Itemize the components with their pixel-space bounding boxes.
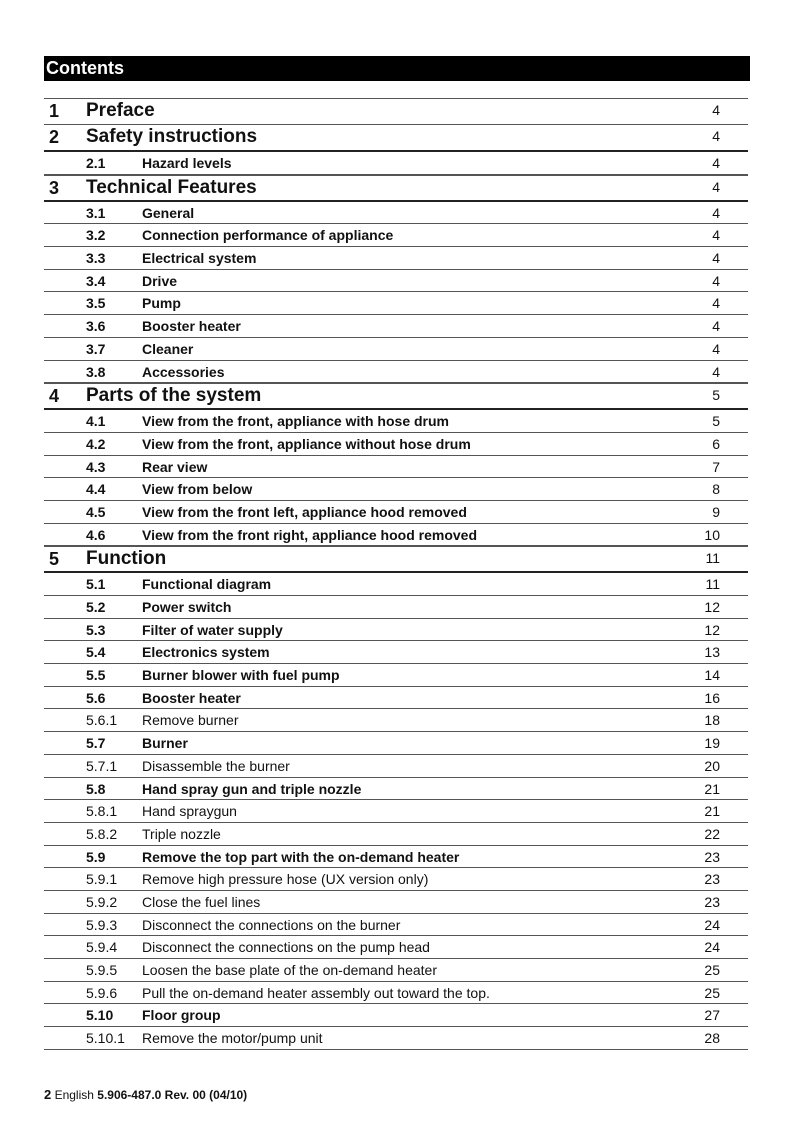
toc-number: 5.9.3 bbox=[86, 916, 118, 933]
toc-title: Pull the on-demand heater assembly out toward the top. bbox=[142, 984, 490, 1001]
toc-section-row[interactable] bbox=[44, 315, 748, 338]
toc-page-number: 11 bbox=[705, 550, 720, 567]
toc-page-number: 25 bbox=[704, 984, 720, 1001]
toc-title: General bbox=[142, 204, 195, 221]
toc-number: 5 bbox=[49, 549, 60, 570]
toc-number: 2.1 bbox=[86, 155, 106, 171]
toc-page-number: 12 bbox=[704, 621, 720, 638]
toc-number: 4.1 bbox=[86, 413, 106, 430]
toc-page-number: 5 bbox=[712, 387, 720, 404]
toc-page-number: 22 bbox=[704, 825, 720, 842]
toc-section-row[interactable] bbox=[44, 755, 748, 778]
toc-chapter-row[interactable] bbox=[44, 175, 748, 202]
toc-section-row[interactable] bbox=[44, 501, 748, 524]
toc-number: 5.9 bbox=[86, 848, 106, 865]
toc-page-number: 21 bbox=[704, 780, 720, 797]
toc-section-row[interactable] bbox=[44, 687, 748, 710]
toc-chapter-row[interactable] bbox=[44, 98, 748, 125]
toc-page-number: 8 bbox=[712, 481, 720, 498]
toc-number: 3.2 bbox=[86, 227, 106, 244]
toc-page-number: 16 bbox=[704, 689, 720, 706]
toc-page-number: 7 bbox=[712, 458, 720, 475]
toc-section-row[interactable] bbox=[44, 959, 748, 982]
toc-page-number: 4 bbox=[712, 128, 720, 144]
toc-section-row[interactable] bbox=[44, 456, 748, 479]
toc-page-number: 9 bbox=[712, 503, 720, 520]
toc-chapter-row[interactable] bbox=[44, 546, 748, 573]
toc-title: Close the fuel lines bbox=[142, 893, 261, 910]
toc-section-row[interactable] bbox=[44, 338, 748, 361]
toc-number: 3.5 bbox=[86, 295, 106, 312]
toc-page-number: 24 bbox=[704, 939, 720, 956]
footer-language: English bbox=[54, 1088, 94, 1102]
toc-number: 5.9.2 bbox=[86, 893, 118, 910]
toc-number: 3 bbox=[49, 177, 60, 198]
toc-section-row[interactable] bbox=[44, 292, 748, 315]
toc-title: View from the front, appliance with hose drum bbox=[142, 413, 450, 430]
toc-section-row[interactable] bbox=[44, 914, 748, 937]
toc-page-number: 28 bbox=[704, 1030, 720, 1047]
toc-section-row[interactable] bbox=[44, 982, 748, 1005]
toc-number: 5.5 bbox=[86, 667, 106, 684]
toc-page-number: 4 bbox=[712, 204, 720, 221]
toc-section-row[interactable] bbox=[44, 152, 748, 175]
toc-title: View from below bbox=[142, 481, 253, 498]
toc-number: 5.9.4 bbox=[86, 939, 118, 956]
toc-section-row[interactable] bbox=[44, 224, 748, 247]
toc-number: 5.9.1 bbox=[86, 871, 118, 888]
toc-section-row[interactable] bbox=[44, 800, 748, 823]
toc-number: 5.10 bbox=[86, 1007, 114, 1024]
contents-title: Contents bbox=[46, 58, 124, 78]
toc-page-number: 4 bbox=[712, 155, 720, 171]
toc-section-row[interactable] bbox=[44, 247, 748, 270]
toc-title: Accessories bbox=[142, 363, 225, 380]
toc-title: Booster heater bbox=[142, 318, 241, 335]
toc-number: 5.10.1 bbox=[86, 1030, 125, 1047]
page-footer bbox=[44, 1087, 247, 1102]
toc-title: Floor group bbox=[142, 1007, 221, 1024]
toc-title: View from the front, appliance without hose drum bbox=[142, 435, 471, 452]
toc-section-row[interactable] bbox=[44, 478, 748, 501]
toc-title: Drive bbox=[142, 272, 178, 289]
toc-section-row[interactable] bbox=[44, 823, 748, 846]
toc-number: 4.6 bbox=[86, 526, 106, 543]
toc-number: 3.8 bbox=[86, 363, 106, 380]
toc-page-number: 18 bbox=[704, 712, 720, 729]
toc-title: Power switch bbox=[142, 599, 232, 615]
toc-number: 5.1 bbox=[86, 576, 106, 593]
toc-title: Electrical system bbox=[142, 250, 257, 267]
toc-page-number: 4 bbox=[712, 227, 720, 244]
toc-page-number: 23 bbox=[704, 893, 720, 910]
toc-number: 3.4 bbox=[86, 272, 106, 289]
toc-title: Electronics system bbox=[142, 644, 270, 661]
toc-page-number: 23 bbox=[704, 871, 720, 888]
toc-page-number: 4 bbox=[712, 363, 720, 380]
toc-page-number: 5 bbox=[712, 413, 720, 430]
toc-section-row[interactable] bbox=[44, 664, 748, 687]
toc-title: Remove burner bbox=[142, 712, 239, 729]
toc-number: 5.3 bbox=[86, 621, 106, 638]
toc-title: Disconnect the connections on the pump head bbox=[142, 939, 430, 956]
toc-section-row[interactable] bbox=[44, 270, 748, 293]
toc-number: 5.7.1 bbox=[86, 757, 118, 774]
toc-title: Remove high pressure hose (UX version only) bbox=[142, 871, 429, 888]
toc-number: 4.3 bbox=[86, 458, 106, 475]
toc-page-number: 20 bbox=[704, 757, 720, 774]
toc-page-number: 25 bbox=[704, 962, 720, 978]
toc-title: Safety instructions bbox=[86, 126, 258, 147]
toc-page-number: 6 bbox=[712, 435, 720, 452]
footer-page-number: 2 bbox=[44, 1087, 52, 1102]
toc-page-number: 4 bbox=[712, 178, 720, 195]
toc-title: Remove the motor/pump unit bbox=[142, 1030, 323, 1047]
toc-section-row[interactable] bbox=[44, 573, 748, 596]
toc-section-row[interactable] bbox=[44, 1027, 748, 1050]
toc-number: 3.6 bbox=[86, 318, 106, 335]
toc-title: Burner blower with fuel pump bbox=[142, 667, 340, 684]
toc-title: Remove the top part with the on-demand heater bbox=[142, 848, 460, 865]
toc-number: 3.1 bbox=[86, 204, 106, 221]
toc-page-number: 4 bbox=[712, 340, 720, 357]
toc-title: Burner bbox=[142, 735, 188, 752]
toc-title: Functional diagram bbox=[142, 576, 272, 593]
toc-number: 3.3 bbox=[86, 250, 106, 267]
toc-page-number: 12 bbox=[704, 599, 720, 615]
toc-section-row[interactable] bbox=[44, 524, 748, 547]
toc-title: Filter of water supply bbox=[142, 621, 283, 638]
toc-section-row[interactable] bbox=[44, 361, 748, 384]
toc-section-row[interactable] bbox=[44, 596, 748, 619]
toc-title: View from the front right, appliance hood removed bbox=[142, 526, 478, 543]
toc-title: Function bbox=[86, 548, 167, 570]
toc-chapter-row[interactable] bbox=[44, 125, 748, 152]
toc-title: Disassemble the burner bbox=[142, 757, 290, 774]
toc-title: Hazard levels bbox=[142, 155, 232, 171]
toc-section-row[interactable] bbox=[44, 619, 748, 642]
contents-header bbox=[44, 56, 750, 81]
toc-section-row[interactable] bbox=[44, 891, 748, 914]
toc-section-row[interactable] bbox=[44, 433, 748, 456]
toc-title: Pump bbox=[142, 295, 181, 312]
toc-number: 4.4 bbox=[86, 481, 106, 498]
toc-section-row[interactable] bbox=[44, 778, 748, 801]
toc-title: Disconnect the connections on the burner bbox=[142, 916, 401, 933]
toc-title: Connection performance of appliance bbox=[142, 227, 394, 244]
toc-page-number: 4 bbox=[712, 102, 720, 118]
table-of-contents bbox=[44, 98, 748, 1050]
toc-section-row[interactable] bbox=[44, 709, 748, 732]
toc-page-number: 27 bbox=[704, 1007, 720, 1024]
toc-number: 5.2 bbox=[86, 599, 106, 615]
toc-chapter-row[interactable] bbox=[44, 383, 748, 410]
toc-number: 5.8.2 bbox=[86, 825, 118, 842]
toc-page-number: 10 bbox=[704, 526, 720, 543]
toc-title: View from the front left, appliance hood removed bbox=[142, 503, 467, 520]
toc-title: Technical Features bbox=[86, 176, 257, 198]
toc-title: Triple nozzle bbox=[142, 825, 221, 842]
toc-page-number: 21 bbox=[704, 803, 720, 820]
toc-number: 5.6.1 bbox=[86, 712, 118, 729]
toc-number: 5.7 bbox=[86, 735, 106, 752]
toc-page-number: 4 bbox=[712, 295, 720, 312]
toc-page-number: 4 bbox=[712, 250, 720, 267]
toc-number: 3.7 bbox=[86, 340, 106, 357]
toc-number: 5.8 bbox=[86, 780, 106, 797]
toc-page-number: 24 bbox=[704, 916, 720, 933]
toc-number: 4.2 bbox=[86, 435, 106, 452]
toc-section-row[interactable] bbox=[44, 868, 748, 891]
toc-page-number: 13 bbox=[704, 644, 720, 661]
toc-page-number: 19 bbox=[704, 735, 720, 752]
toc-section-row[interactable] bbox=[44, 846, 748, 869]
toc-number: 4 bbox=[49, 386, 60, 407]
toc-number: 5.8.1 bbox=[86, 803, 118, 820]
toc-title: Parts of the system bbox=[86, 385, 262, 407]
toc-section-row[interactable] bbox=[44, 410, 748, 433]
toc-number: 2 bbox=[49, 127, 60, 147]
toc-section-row[interactable] bbox=[44, 732, 748, 755]
toc-number: 5.6 bbox=[86, 689, 106, 706]
toc-section-row[interactable] bbox=[44, 1004, 748, 1027]
toc-number: 4.5 bbox=[86, 503, 106, 520]
footer-doc-code: 5.906-487.0 Rev. 00 (04/10) bbox=[97, 1088, 248, 1102]
toc-number: 5.9.6 bbox=[86, 984, 118, 1001]
toc-title: Hand spray gun and triple nozzle bbox=[142, 780, 362, 797]
toc-number: 5.4 bbox=[86, 644, 106, 661]
toc-title: Booster heater bbox=[142, 689, 241, 706]
toc-title: Preface bbox=[86, 100, 155, 121]
toc-title: Loosen the base plate of the on-demand heater bbox=[142, 962, 437, 978]
toc-section-row[interactable] bbox=[44, 641, 748, 664]
toc-page-number: 4 bbox=[712, 272, 720, 289]
toc-section-row[interactable] bbox=[44, 936, 748, 959]
toc-number: 1 bbox=[49, 101, 60, 121]
toc-page-number: 4 bbox=[712, 318, 720, 335]
toc-title: Rear view bbox=[142, 458, 208, 475]
toc-page-number: 11 bbox=[705, 576, 720, 593]
toc-title: Hand spraygun bbox=[142, 803, 237, 820]
toc-number: 5.9.5 bbox=[86, 962, 118, 978]
toc-page-number: 14 bbox=[704, 667, 720, 684]
toc-title: Cleaner bbox=[142, 340, 194, 357]
toc-section-row[interactable] bbox=[44, 202, 748, 225]
toc-page-number: 23 bbox=[704, 848, 720, 865]
